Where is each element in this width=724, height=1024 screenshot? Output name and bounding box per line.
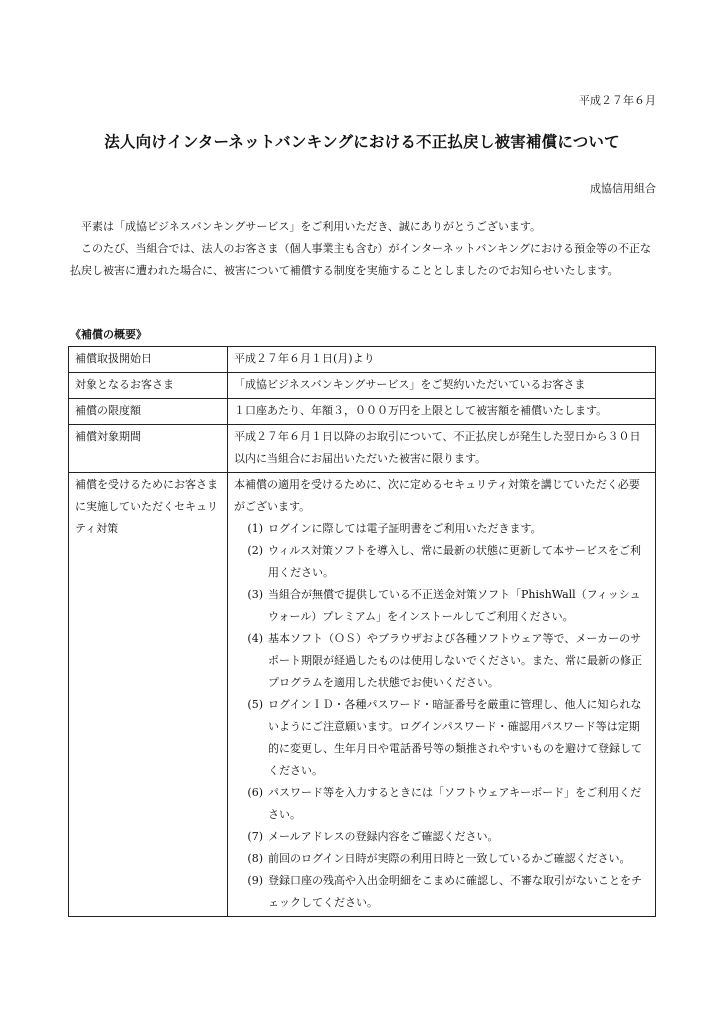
list-item: (2) ウィルス対策ソフトを導入し、常に最新の状態に更新して本サービスをご利用ください。 (247, 544, 642, 579)
list-item: (1) ログインに際しては電子証明書をご利用いただきます。 (247, 522, 542, 535)
table-row-security (69, 473, 656, 917)
summary-heading: 《補償の概要》 (70, 328, 147, 341)
table-row (69, 399, 656, 425)
row-label: 対象となるお客さま (69, 373, 228, 399)
organization-name: 成協信用組合 (590, 182, 656, 195)
list-item: (4) 基本ソフト（ＯＳ）やブラウザおよび各種ソフトウェア等で、メーカーのサポート期限が経過したものは使用しないでください。また、常に最新の修正プログラムを適用した状態でお使いください。 (247, 632, 642, 689)
row-value: 平成２７年６月１日以降のお取引について、不正払戻しが発生した翌日から３０日以内に当組合にお届出いただいた被害に限ります。 (228, 425, 656, 473)
table-row (69, 425, 656, 473)
table-row (69, 347, 656, 373)
list-item: (9) 登録口座の残高や入出金明細をこまめに確認し、不審な取引がないことをチェックしてください。 (247, 874, 642, 909)
list-item: (6) パスワード等を入力するときには「ソフトウェアキーボード」をご利用ください。 (247, 786, 642, 821)
table-row (69, 373, 656, 399)
intro-section (70, 216, 658, 282)
security-measure-list (234, 518, 650, 914)
list-item: (5) ログインＩＤ・各種パスワード・暗証番号を厳重に管理し、他人に知られないようにご注意願います。ログインパスワード・確認用パスワード等は定期的に変更し、生年月日や電話番号等の類推されやすいものを避けて登録してください。 (247, 698, 642, 777)
intro-paragraph-1: 平素は「成協ビジネスバンキングサービス」をご利用いただき、誠にありがとうございます。 (81, 220, 542, 233)
list-item: (7) メールアドレスの登録内容をご確認ください。 (247, 830, 499, 843)
list-item: (3) 当組合が無償で提供している不正送金対策ソフト「PhishWall（フィッシュウォール）プレミアム」をインストールしてご利用ください。 (247, 588, 641, 623)
row-value (228, 473, 656, 917)
row-label: 補償の限度額 (69, 399, 228, 425)
document-date: 平成２７年６月 (579, 94, 656, 107)
row-value: １口座あたり、年額３，０００万円を上限として被害額を補償いたします。 (228, 399, 656, 425)
row-label: 補償対象期間 (69, 425, 228, 473)
summary-table (68, 346, 656, 917)
security-lead: 本補償の適用を受けるために、次に定めるセキュリティ対策を講じていただく必要がございます。 (234, 478, 640, 513)
row-value: 平成２７年６月１日(月)より (228, 347, 656, 373)
row-label: 補償を受けるためにお客さまに実施していただくセキュリティ対策 (69, 473, 228, 917)
row-label: 補償取扱開始日 (69, 347, 228, 373)
document-title: 法人向けインターネットバンキングにおける不正払戻し被害補償について (104, 133, 620, 151)
list-item: (8) 前回のログイン日時が実際の利用日時と一致しているかご確認ください。 (247, 852, 631, 865)
intro-paragraph-2: このたび、当組合では、法人のお客さま（個人事業主も含む）がインターネットバンキングにおける預金等の不正な払戻し被害に遭われた場合に、被害について補償する制度を実施することとしましたのでお知らせいたします。 (70, 242, 652, 277)
row-value: 「成協ビジネスバンキングサービス」をご契約いただいているお客さま (228, 373, 656, 399)
